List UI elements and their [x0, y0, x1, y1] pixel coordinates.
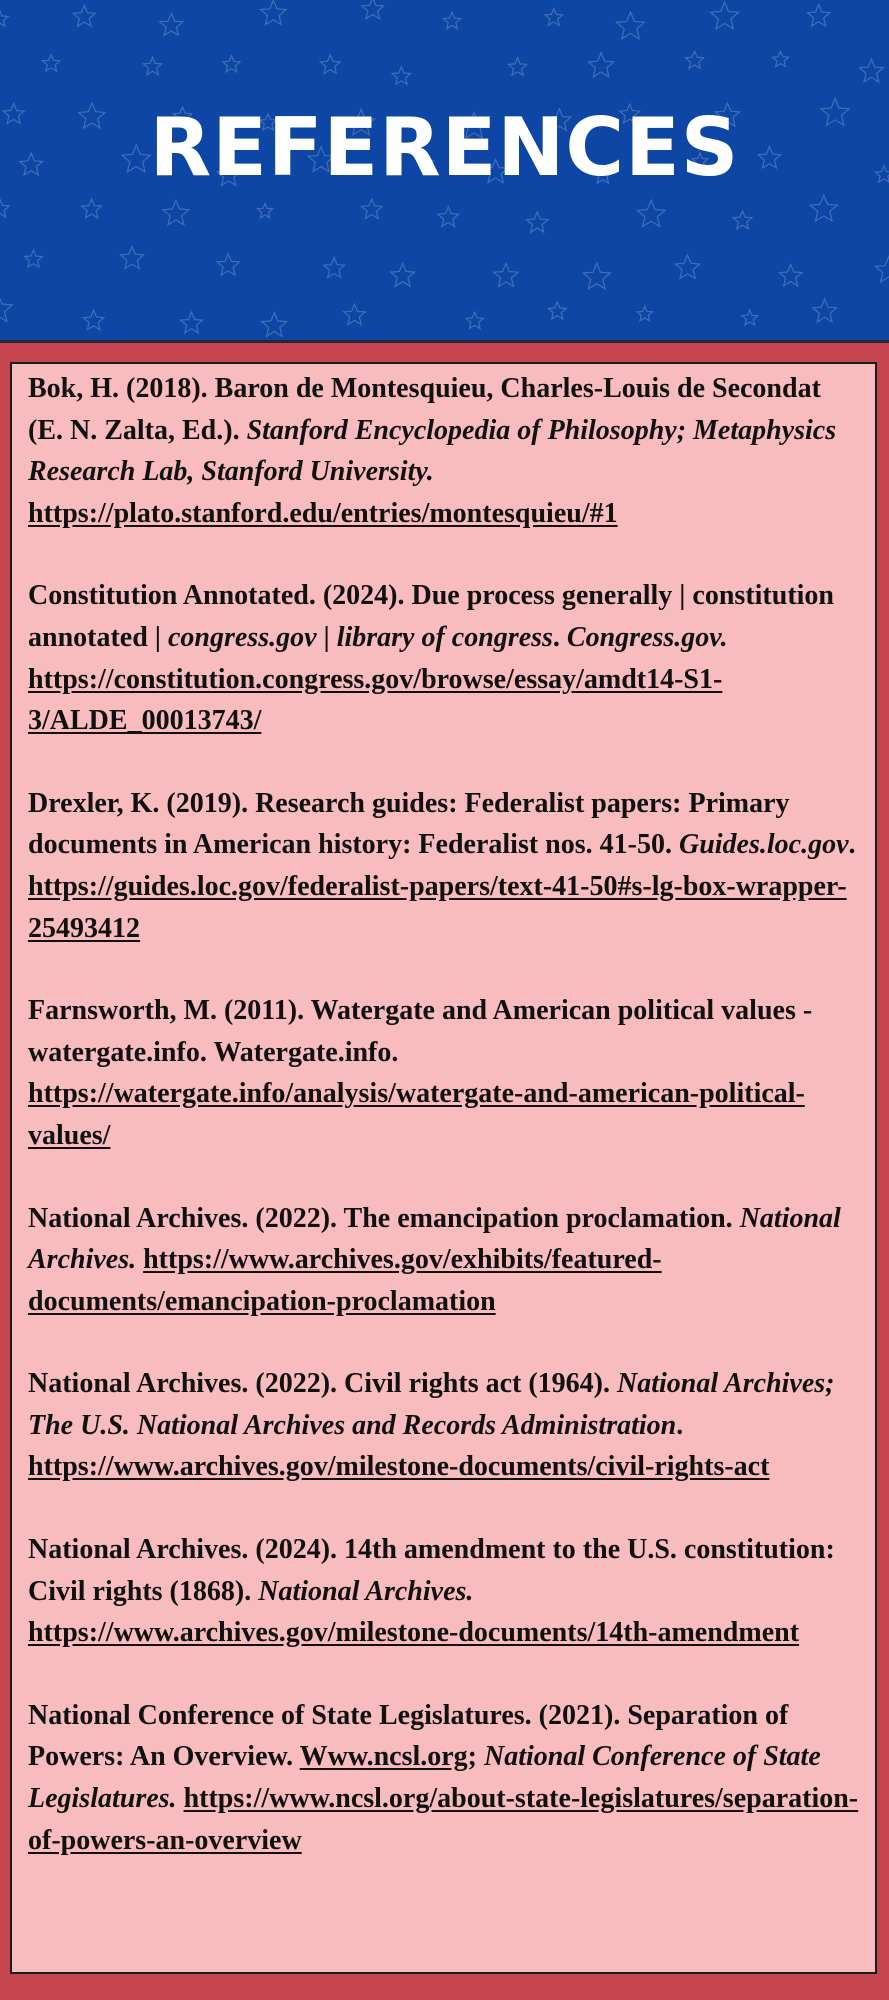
reference-punctuation: . [676, 1409, 684, 1441]
reference-item [28, 575, 861, 741]
star-icon [163, 200, 189, 225]
reference-source: Guides.loc.gov [678, 829, 849, 861]
star-icon [733, 211, 752, 229]
reference-link[interactable]: https://constitution.congress.gov/browse/essay/amdt14-S1-3/ALDE_00013743/ [28, 663, 723, 737]
star-icon [0, 10, 8, 26]
reference-link[interactable]: https://www.archives.gov/milestone-documents/civil-rights-act [28, 1451, 770, 1483]
star-icon [810, 195, 837, 221]
reference-punctuation: . [552, 621, 567, 653]
star-icon [261, 0, 287, 24]
star-icon [438, 207, 459, 227]
reference-separator: | [316, 621, 337, 653]
star-icon [588, 53, 613, 77]
star-icon [637, 200, 665, 226]
page-title: REFERENCES [149, 101, 740, 194]
reference-link[interactable]: https://guides.loc.gov/federalist-papers/text-41-50#s-lg-box-wrapper-25493412 [28, 870, 847, 944]
header-divider [0, 340, 889, 343]
star-icon [258, 203, 273, 218]
star-icon [223, 56, 240, 72]
reference-italic-part: library of congress [336, 621, 553, 653]
reference-link[interactable]: https://www.ncsl.org/about-state-legislatures/separation-of-powers-an-overview [28, 1783, 859, 1856]
reference-link[interactable]: https://watergate.info/analysis/watergate-and-american-political-values/ [28, 1078, 805, 1151]
star-icon [711, 2, 739, 29]
star-icon [779, 265, 802, 286]
star-icon [25, 250, 43, 267]
star-icon [73, 5, 95, 26]
reference-lead: National Archives. (2024). 14th amendment to the U.S. constitution: Civil rights (1868). [28, 1534, 835, 1607]
reference-source: Stanford Encyclopedia of Philosophy; Metaphysics Research Lab, Stanford University. [28, 414, 837, 488]
reference-lead: National Conference of State Legislatures. (2021). Separation of Powers: An Overview. [28, 1699, 789, 1773]
star-icon [42, 54, 60, 71]
star-icon [181, 312, 203, 333]
reference-source: National Conference of State Legislatures. [28, 1741, 821, 1815]
reference-lead: Bok, H. (2018). Baron de Montesquieu, Charles-Louis de Secondat (E. N. Zalta, Ed.). [28, 373, 821, 446]
star-icon [527, 212, 548, 232]
reference-item [28, 1198, 861, 1323]
star-icon [82, 199, 102, 218]
star-icon [320, 55, 340, 74]
reference-item [28, 783, 861, 949]
star-icon [466, 312, 483, 328]
star-icon [392, 67, 410, 84]
header-banner [0, 0, 889, 340]
reference-item [28, 990, 861, 1156]
star-icon [813, 299, 837, 322]
reference-source: National Archives. [28, 1202, 841, 1276]
star-icon [121, 246, 144, 268]
star-icon [143, 57, 161, 74]
reference-link[interactable]: https://www.archives.gov/milestone-documents/14th-amendment [28, 1617, 800, 1649]
reference-item [28, 1695, 861, 1861]
reference-source: National Archives. [258, 1575, 474, 1607]
star-icon [443, 12, 460, 29]
reference-lead: National Archives. (2022). Civil rights act (1964). [28, 1368, 617, 1400]
reference-lead: Farnsworth, M. (2011). Watergate and American political values - watergate.info. Watergate.info. [28, 995, 813, 1068]
reference-site-link[interactable]: Www.ncsl.org [299, 1741, 468, 1773]
star-icon [362, 0, 384, 19]
star-icon [0, 295, 12, 322]
star-icon [494, 263, 518, 286]
reference-item [28, 368, 861, 534]
star-icon [548, 302, 566, 319]
reference-punctuation: ; [467, 1741, 484, 1773]
reference-item [28, 1363, 861, 1488]
star-icon [0, 199, 9, 217]
star-icon [773, 52, 789, 67]
star-icon [160, 14, 183, 36]
reference-source: National Archives; The U.S. National Archives and Records Administration [28, 1368, 835, 1441]
star-icon [361, 199, 382, 219]
reference-item [28, 1529, 861, 1654]
star-icon [807, 5, 830, 27]
star-icon [344, 304, 366, 324]
reference-punctuation: . [848, 829, 856, 861]
reference-link[interactable]: https://plato.stanford.edu/entries/montesquieu/#1 [28, 497, 618, 529]
star-icon [391, 263, 415, 286]
star-icon [508, 58, 526, 75]
star-icon [686, 51, 704, 68]
star-icon [262, 313, 287, 337]
reference-lead: Drexler, K. (2019). Research guides: Federalist papers: Primary documents in American history: Federalist nos. 41-50. [28, 787, 790, 861]
reference-source: Congress.gov. [566, 621, 728, 653]
star-icon [217, 254, 239, 275]
star-icon [616, 12, 644, 39]
reference-italic-part: congress.gov [167, 621, 317, 653]
star-icon [742, 310, 758, 325]
star-icon [583, 263, 610, 289]
references-panel [10, 362, 877, 1974]
reference-link[interactable]: https://www.archives.gov/exhibits/featured-documents/emancipation-proclamation [28, 1244, 662, 1317]
star-icon [675, 255, 700, 278]
star-icon [637, 306, 653, 321]
star-icon [324, 258, 345, 278]
star-icon [83, 310, 104, 329]
star-icon [860, 59, 884, 82]
star-icon [876, 257, 889, 282]
star-icon [545, 9, 563, 26]
reference-lead: Constitution Annotated. (2024). Due process generally | constitution annotated | [28, 580, 834, 653]
reference-lead: National Archives. (2022). The emancipation proclamation. [28, 1202, 740, 1234]
